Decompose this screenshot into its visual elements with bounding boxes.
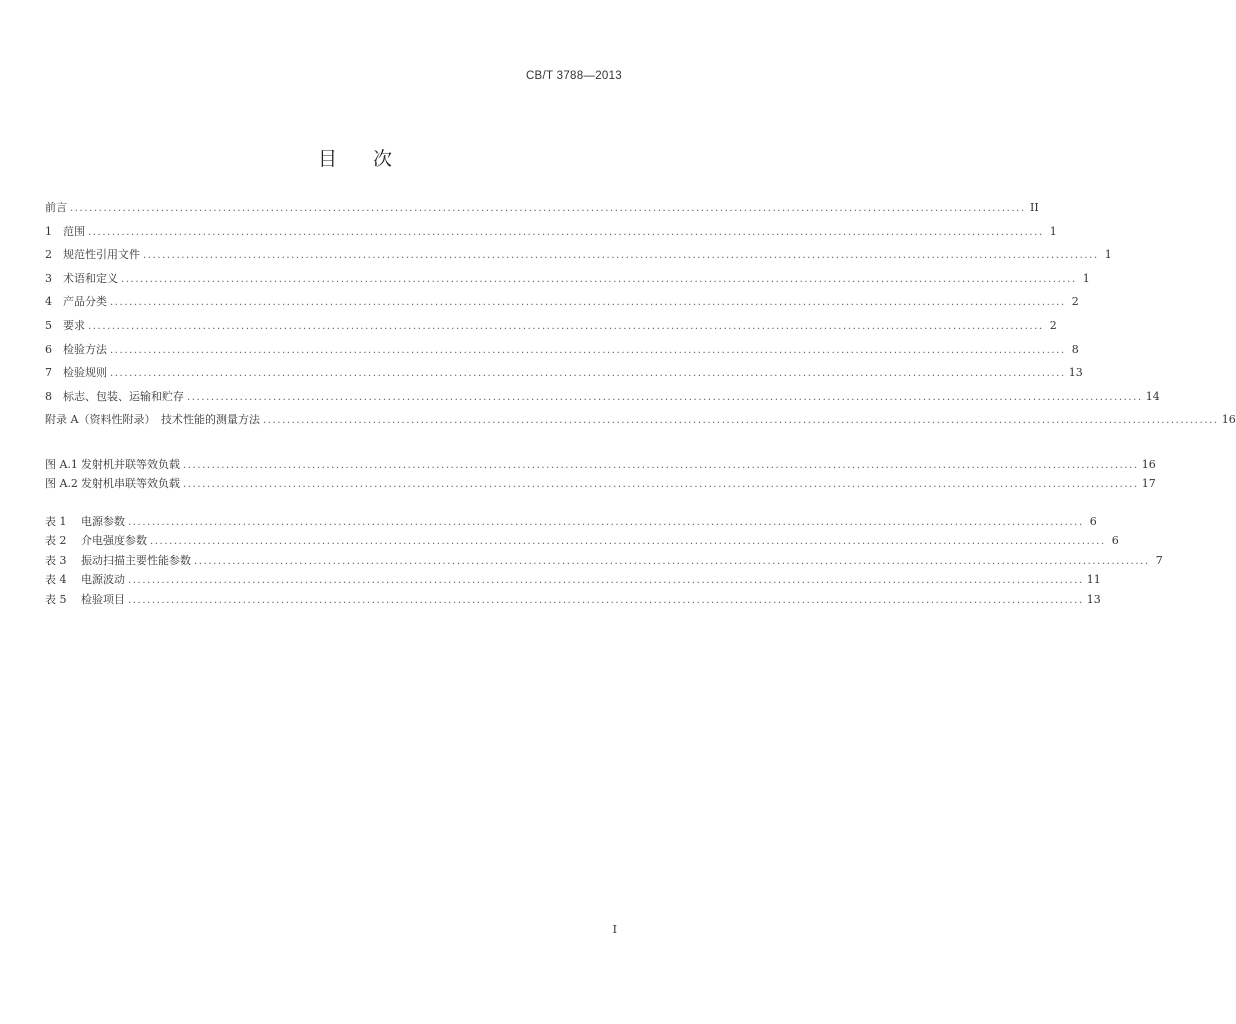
dot-leader: ........................................................................................................................................................................................................ xyxy=(110,297,1066,309)
page-number: I xyxy=(612,923,617,936)
toc-row-number: 表 5 xyxy=(45,592,67,606)
toc-row-number: 6 xyxy=(45,342,52,356)
toc-row[interactable] xyxy=(45,532,1119,551)
toc-row-page: 1 xyxy=(1104,248,1112,262)
dot-leader: ........................................................................................................................................................................................................ xyxy=(88,320,1044,332)
dot-leader: ........................................................................................................................................................................................................ xyxy=(150,536,1106,548)
toc-row-page: 1 xyxy=(1049,224,1057,238)
toc-row[interactable] xyxy=(45,199,1039,223)
dot-leader: ........................................................................................................................................................................................................ xyxy=(194,555,1150,567)
toc-row-number: 8 xyxy=(45,389,52,403)
toc-row[interactable] xyxy=(45,293,1079,317)
toc-title: 目次 xyxy=(317,148,428,170)
toc-row-page: II xyxy=(1030,201,1039,214)
dot-leader: ........................................................................................................................................................................................................ xyxy=(88,226,1044,238)
toc-row-page: 6 xyxy=(1089,515,1097,528)
standard-number: CB/T 3788—2013 xyxy=(525,70,622,82)
toc-row-label: 电源波动 xyxy=(81,573,125,587)
dot-leader: ........................................................................................................................................................................................................ xyxy=(70,203,1026,214)
toc-row-number: 图 A.1 xyxy=(45,458,78,471)
toc-row-number: 1 xyxy=(45,224,52,238)
toc-row-number: 7 xyxy=(45,366,52,380)
toc-row-page: 8 xyxy=(1071,342,1079,356)
toc-row-label: 范围 xyxy=(63,224,85,238)
toc-figures xyxy=(45,456,1156,495)
toc-row-label: 介电强度参数 xyxy=(81,534,147,548)
toc-row-page: 2 xyxy=(1071,295,1079,309)
toc-row-page: 6 xyxy=(1111,534,1119,548)
toc-row[interactable] xyxy=(45,317,1057,341)
toc-row-page: 14 xyxy=(1145,389,1160,403)
toc-row-label: 检验方法 xyxy=(63,342,107,356)
toc-row-label: 标志、包装、运输和贮存 xyxy=(63,389,184,403)
dot-leader: ........................................................................................................................................................................................................ xyxy=(121,273,1077,285)
toc-row-number: 2 xyxy=(45,248,52,262)
toc-row-label: 振动扫描主要性能参数 xyxy=(81,553,191,567)
dot-leader: ........................................................................................................................................................................................................ xyxy=(128,575,1084,587)
toc-row-label: 发射机并联等效负载 xyxy=(81,458,180,471)
dot-leader: ........................................................................................................................................................................................................ xyxy=(187,391,1143,403)
toc-row[interactable] xyxy=(45,223,1057,247)
toc-row-label: 要求 xyxy=(63,318,85,332)
toc-row-number: 表 3 xyxy=(45,553,67,567)
toc-row[interactable] xyxy=(45,591,1101,610)
toc-row-number: 表 2 xyxy=(45,534,67,548)
toc-row-label: 检验项目 xyxy=(81,592,125,606)
toc-row[interactable] xyxy=(45,552,1163,571)
toc-row-label: 产品分类 xyxy=(63,295,107,309)
dot-leader: ........................................................................................................................................................................................................ xyxy=(110,344,1066,356)
toc-row-number: 表 4 xyxy=(45,573,67,587)
toc-row-page: 13 xyxy=(1068,366,1083,380)
dot-leader: ........................................................................................................................................................................................................ xyxy=(183,460,1139,471)
toc-row[interactable] xyxy=(45,456,1156,475)
toc-row-label: 检验规则 xyxy=(63,366,107,380)
toc-row-page: 13 xyxy=(1086,592,1101,606)
dot-leader: ........................................................................................................................................................................................................ xyxy=(262,415,1219,427)
toc-row-label: 发射机串联等效负载 xyxy=(81,477,180,491)
toc-row-page: 16 xyxy=(1141,458,1156,471)
toc-row[interactable] xyxy=(45,246,1112,270)
toc-row-label: 规范性引用文件 xyxy=(63,248,140,262)
toc-row-number: 3 xyxy=(45,271,52,285)
dot-leader: ........................................................................................................................................................................................................ xyxy=(183,479,1139,491)
toc-row[interactable] xyxy=(45,341,1079,365)
toc-row[interactable] xyxy=(45,364,1083,388)
toc-row-label: 附录 A（资料性附录） 技术性能的测量方法 xyxy=(45,413,260,427)
toc-row-page: 11 xyxy=(1086,573,1101,587)
toc-row-label: 术语和定义 xyxy=(63,271,118,285)
toc-row-page: 7 xyxy=(1155,553,1163,567)
toc-row[interactable] xyxy=(45,270,1090,294)
toc-row-number: 图 A.2 xyxy=(45,477,78,491)
toc-row[interactable] xyxy=(45,411,1236,435)
toc-row-label: 前言 xyxy=(45,201,67,214)
dot-leader: ........................................................................................................................................................................................................ xyxy=(143,250,1099,262)
toc-row[interactable] xyxy=(45,475,1156,494)
toc-row-number: 表 1 xyxy=(45,515,67,528)
toc-row-page: 2 xyxy=(1049,318,1057,332)
toc-row-number: 5 xyxy=(45,318,52,332)
toc-row-label: 电源参数 xyxy=(81,515,125,528)
toc-row[interactable] xyxy=(45,388,1160,412)
toc-row[interactable] xyxy=(45,571,1101,590)
toc-row-page: 17 xyxy=(1141,477,1156,491)
toc-tables xyxy=(45,513,1163,610)
dot-leader: ........................................................................................................................................................................................................ xyxy=(128,517,1084,528)
toc-row-number: 4 xyxy=(45,295,52,309)
toc-row-page: 16 xyxy=(1221,413,1236,427)
dot-leader: ........................................................................................................................................................................................................ xyxy=(110,368,1066,380)
dot-leader: ........................................................................................................................................................................................................ xyxy=(128,594,1084,606)
toc-row[interactable] xyxy=(45,513,1097,532)
toc-entries xyxy=(45,199,1236,435)
toc-row-page: 1 xyxy=(1082,271,1090,285)
